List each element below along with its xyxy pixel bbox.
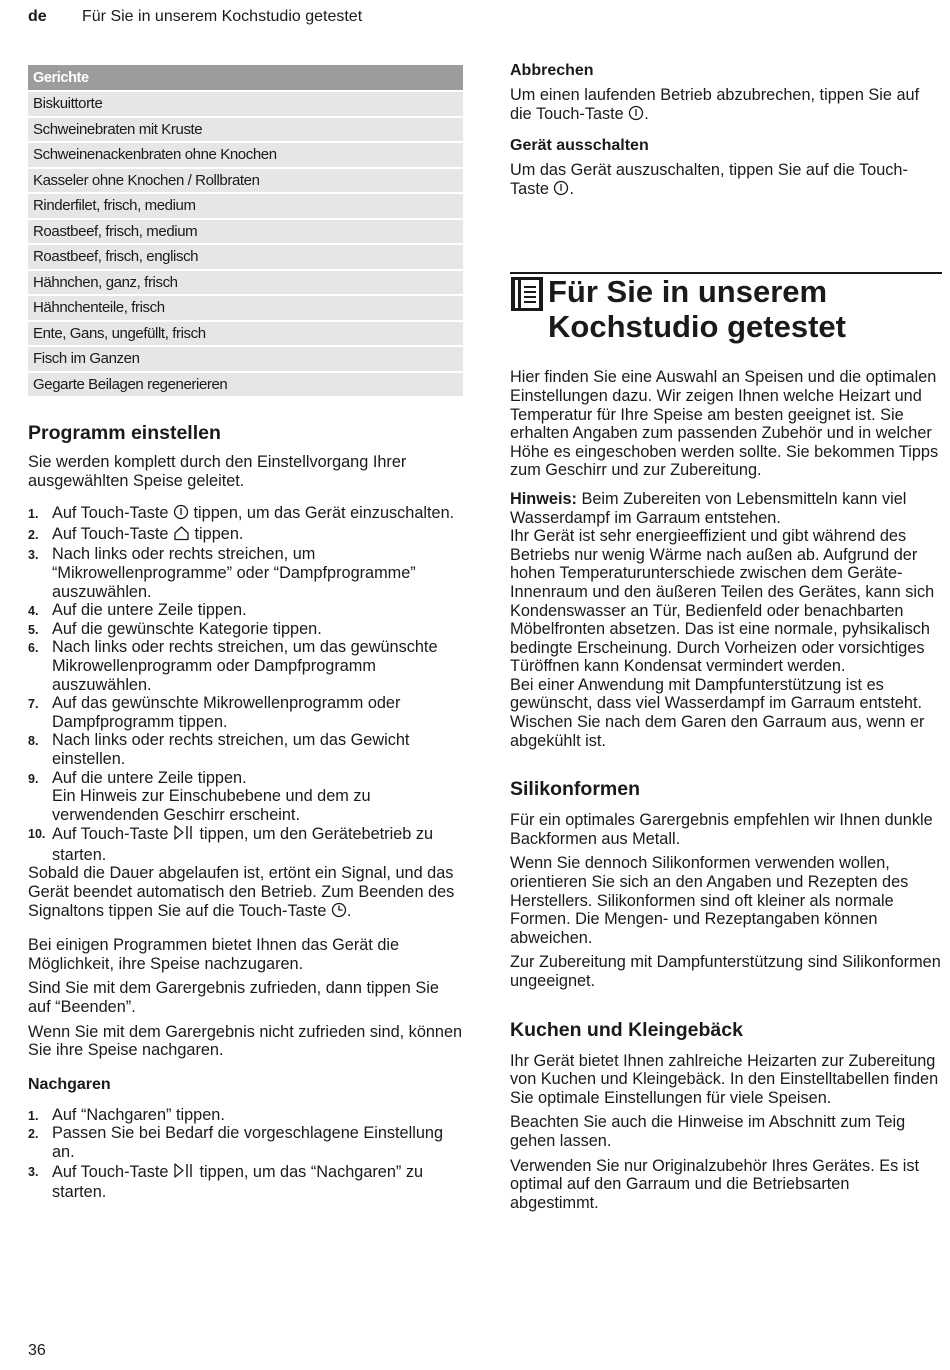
table-row bbox=[28, 244, 463, 270]
table-row bbox=[28, 142, 463, 168]
program-intro: Sie werden komplett durch den Einstellvorgang Ihrer ausgewählten Speise geleitet. bbox=[28, 453, 407, 490]
step-text: Auf Touch-Taste bbox=[52, 1162, 173, 1181]
step-item bbox=[28, 525, 463, 546]
kuchen-title: Kuchen und Kleingebäck bbox=[510, 1018, 743, 1041]
right-column bbox=[510, 62, 942, 1212]
program-end: Sobald die Dauer abgelaufen ist, ertönt ein Signal, und das Gerät beendet automatisch den Betrieb. Zum Beenden des Signaltons tippen Sie auf die Touch-Taste . bbox=[28, 864, 463, 922]
chapter-title-line-1: Für Sie in unserem bbox=[548, 274, 828, 310]
step-item bbox=[28, 504, 463, 525]
table-row bbox=[28, 321, 463, 347]
step-text: Auf Touch-Taste bbox=[52, 504, 173, 523]
step-number: 1. bbox=[28, 507, 39, 522]
kuchen-paragraph-2: Beachten Sie auch die Hinweise im Abschnitt zum Teig gehen lassen. bbox=[510, 1113, 906, 1150]
step-text: Auf “Nachgaren” tippen. bbox=[52, 1105, 225, 1124]
dish-name: Hähnchenteile, frisch bbox=[28, 295, 463, 321]
ausschalten-text: Um das Gerät auszuschalten, tippen Sie auf die Touch-Taste . bbox=[510, 161, 942, 200]
book-icon bbox=[510, 276, 544, 317]
table-header: Gerichte bbox=[28, 65, 463, 91]
table-row bbox=[28, 193, 463, 219]
program-steps bbox=[28, 504, 463, 864]
step-item bbox=[28, 638, 463, 694]
dish-name: Schweinebraten mit Kruste bbox=[28, 117, 463, 143]
silikon-title: Silikonformen bbox=[510, 778, 641, 801]
step-note: Ein Hinweis zur Einschubebene und dem zu verwendenden Geschirr erscheint. bbox=[52, 787, 371, 824]
step-text-after: tippen, um das “Nachgaren” zu starten. bbox=[52, 1162, 424, 1202]
step-number: 3. bbox=[28, 548, 39, 563]
step-item bbox=[28, 769, 463, 825]
chapter-title bbox=[510, 272, 942, 344]
step-text-after: tippen, um das Gerät einzuschalten. bbox=[188, 504, 455, 523]
step-text: Passen Sie bei Bedarf die vorgeschlagene Einstellung an. bbox=[52, 1124, 444, 1161]
chapter-title-line-2: Kochstudio getestet bbox=[548, 309, 846, 345]
table-row bbox=[28, 91, 463, 117]
left-column bbox=[28, 65, 463, 1202]
step-text: Nach links oder rechts streichen, um das Gewicht einstellen. bbox=[52, 731, 410, 768]
play-pause-icon bbox=[173, 824, 195, 846]
dish-name: Rinderfilet, frisch, medium bbox=[28, 193, 463, 219]
silikon-paragraph-2: Wenn Sie dennoch Silikonformen verwenden wollen, orientieren Sie sich an den Angaben und Rezepten des Herstellers. Silikonformen sind oft kleiner als normale Formen. Die Mengen- und Rezeptangaben können abweichen. bbox=[510, 854, 909, 947]
step-number: 9. bbox=[28, 771, 39, 786]
step-text: Auf die gewünschte Kategorie tippen. bbox=[52, 619, 322, 638]
step-item bbox=[28, 1106, 463, 1125]
step-number: 10. bbox=[28, 827, 46, 842]
kochstudio-intro: Hier finden Sie eine Auswahl an Speisen und die optimalen Einstellungen dazu. Wir zeigen Ihnen welche Heizart und Temperatur für Ihre Speise am besten geeignet ist. Sie erhalten Angaben zum passenden Zubehör und in welcher Höhe es eingeschoben werden sollte. Sie bekommen Tipps zum Geschirr und zur Zubereitung. bbox=[510, 368, 939, 480]
ausschalten-title: Gerät ausschalten bbox=[510, 137, 649, 155]
step-text: Auf die untere Zeile tippen. bbox=[52, 768, 247, 787]
hint-paragraph-3: Bei einer Anwendung mit Dampfunterstützung ist es gewünscht, dass viel Wasserdampf im Garraum entsteht. Wischen Sie nach dem Garen den Garraum aus, wenn er abgekühlt ist. bbox=[510, 675, 925, 750]
dish-name: Fisch im Ganzen bbox=[28, 346, 463, 372]
kuchen-paragraph-3: Verwenden Sie nur Originalzubehör Ihres Gerätes. Es ist optimal auf den Garraum und die Betriebsarten abgestimmt. bbox=[510, 1156, 920, 1212]
dish-name: Hähnchen, ganz, frisch bbox=[28, 270, 463, 296]
table-row bbox=[28, 295, 463, 321]
table-row bbox=[28, 372, 463, 397]
step-number: 7. bbox=[28, 697, 39, 712]
step-text: Auf das gewünschte Mikrowellenprogramm oder Dampfprogramm tippen. bbox=[52, 694, 401, 731]
table-row bbox=[28, 117, 463, 143]
language-code: de bbox=[28, 8, 47, 25]
step-text-after: tippen, um den Gerätebetrieb zu starten. bbox=[52, 825, 434, 864]
step-item bbox=[28, 1124, 463, 1161]
dish-name: Gegarte Beilagen regenerieren bbox=[28, 372, 463, 397]
table-row bbox=[28, 219, 463, 245]
home-icon bbox=[173, 525, 190, 546]
step-number: 1. bbox=[28, 1108, 39, 1123]
step-item bbox=[28, 731, 463, 768]
step-number: 2. bbox=[28, 1127, 39, 1142]
step-text: Auf die untere Zeile tippen. bbox=[52, 601, 247, 620]
table-row bbox=[28, 346, 463, 372]
dish-name: Biskuittorte bbox=[28, 91, 463, 117]
power-icon bbox=[173, 504, 189, 525]
step-text: Nach links oder rechts streichen, um “Mikrowellenprogramme” oder “Dampfprogramme” auszuwählen. bbox=[52, 545, 416, 601]
kuchen-paragraph-1: Ihr Gerät bietet Ihnen zahlreiche Heizarten zur Zubereitung von Kuchen und Kleingebäck. In den Einstelltabellen finden Sie optimale Einstellungen für viele Speisen. bbox=[510, 1051, 939, 1107]
step-item bbox=[28, 545, 463, 601]
step-text-after: tippen. bbox=[189, 524, 244, 543]
step-number: 6. bbox=[28, 641, 39, 656]
program-paragraph-2: Sind Sie mit dem Garergebnis zufrieden, dann tippen Sie auf “Beenden”. bbox=[28, 979, 439, 1017]
dish-name: Ente, Gans, ungefüllt, frisch bbox=[28, 321, 463, 347]
table-row bbox=[28, 168, 463, 194]
page-number: 36 bbox=[28, 1342, 46, 1359]
step-number: 4. bbox=[28, 604, 39, 619]
step-item bbox=[28, 694, 463, 731]
step-number: 8. bbox=[28, 734, 39, 749]
dish-name: Kasseler ohne Knochen / Rollbraten bbox=[28, 168, 463, 194]
program-paragraph-3: Wenn Sie mit dem Garergebnis nicht zufrieden sind, können Sie ihre Speise nachgaren. bbox=[28, 1022, 463, 1060]
abbrechen-title: Abbrechen bbox=[510, 62, 594, 79]
dish-name: Schweinenackenbraten ohne Knochen bbox=[28, 142, 463, 168]
table-row bbox=[28, 270, 463, 296]
power-icon bbox=[553, 180, 569, 201]
header-title: Für Sie in unserem Kochstudio getestet bbox=[82, 8, 363, 25]
step-number: 3. bbox=[28, 1164, 39, 1179]
program-paragraph-1: Bei einigen Programmen bietet Ihnen das Gerät die Möglichkeit, ihre Speise nachzugaren. bbox=[28, 936, 400, 973]
dishes-table bbox=[28, 65, 463, 396]
nachgaren-steps bbox=[28, 1106, 463, 1202]
hint-paragraph: Hinweis: Beim Zubereiten von Lebensmitteln kann viel Wasserdampf im Garraum entstehen. bbox=[510, 489, 907, 527]
step-number: 5. bbox=[28, 622, 39, 637]
step-text: Nach links oder rechts streichen, um das gewünschte Mikrowellenprogramm oder Dampfprogramm auszuwählen. bbox=[52, 638, 438, 694]
step-text: Auf Touch-Taste bbox=[52, 825, 173, 844]
step-item bbox=[28, 601, 463, 620]
nachgaren-title: Nachgaren bbox=[28, 1075, 111, 1093]
dish-name: Roastbeef, frisch, englisch bbox=[28, 244, 463, 270]
step-item bbox=[28, 620, 463, 639]
program-title: Programm einstellen bbox=[28, 422, 221, 444]
step-text: Auf Touch-Taste bbox=[52, 524, 173, 543]
hint-paragraph-2: Ihr Gerät ist sehr energieeffizient und gibt während des Betriebs nur wenig Wärme nach außen ab. Aufgrund der hohen Temperaturunterschiede zwischen dem Geräte-Innenraum und den äußeren Teilen des Gerätes, kann sich Kondenswasser an Tür, Bedienfeld oder benachbarten Möbelfronten absetzen. Das ist eine normale, pyhsikalisch bedingte Erscheinung. Durch Vorheizen oder vorsichtiges Türöffnen kann Kondensat vermindert werden. bbox=[510, 527, 935, 676]
silikon-paragraph-1: Für ein optimales Garergebnis empfehlen wir Ihnen dunkle Backformen aus Metall. bbox=[510, 811, 933, 848]
step-item bbox=[28, 1162, 463, 1202]
silikon-paragraph-3: Zur Zubereitung mit Dampfunterstützung sind Silikonformen ungeeignet. bbox=[510, 953, 941, 990]
step-item bbox=[28, 824, 463, 864]
abbrechen-text: Um einen laufenden Betrieb abzubrechen, tippen Sie auf die Touch-Taste . bbox=[510, 86, 942, 125]
play-pause-icon bbox=[173, 1162, 195, 1184]
power-icon bbox=[628, 105, 644, 126]
hint-label: Hinweis: bbox=[510, 489, 577, 508]
step-number: 2. bbox=[28, 527, 39, 542]
page-header bbox=[28, 8, 362, 26]
timer-icon bbox=[331, 902, 347, 923]
dish-name: Roastbeef, frisch, medium bbox=[28, 219, 463, 245]
